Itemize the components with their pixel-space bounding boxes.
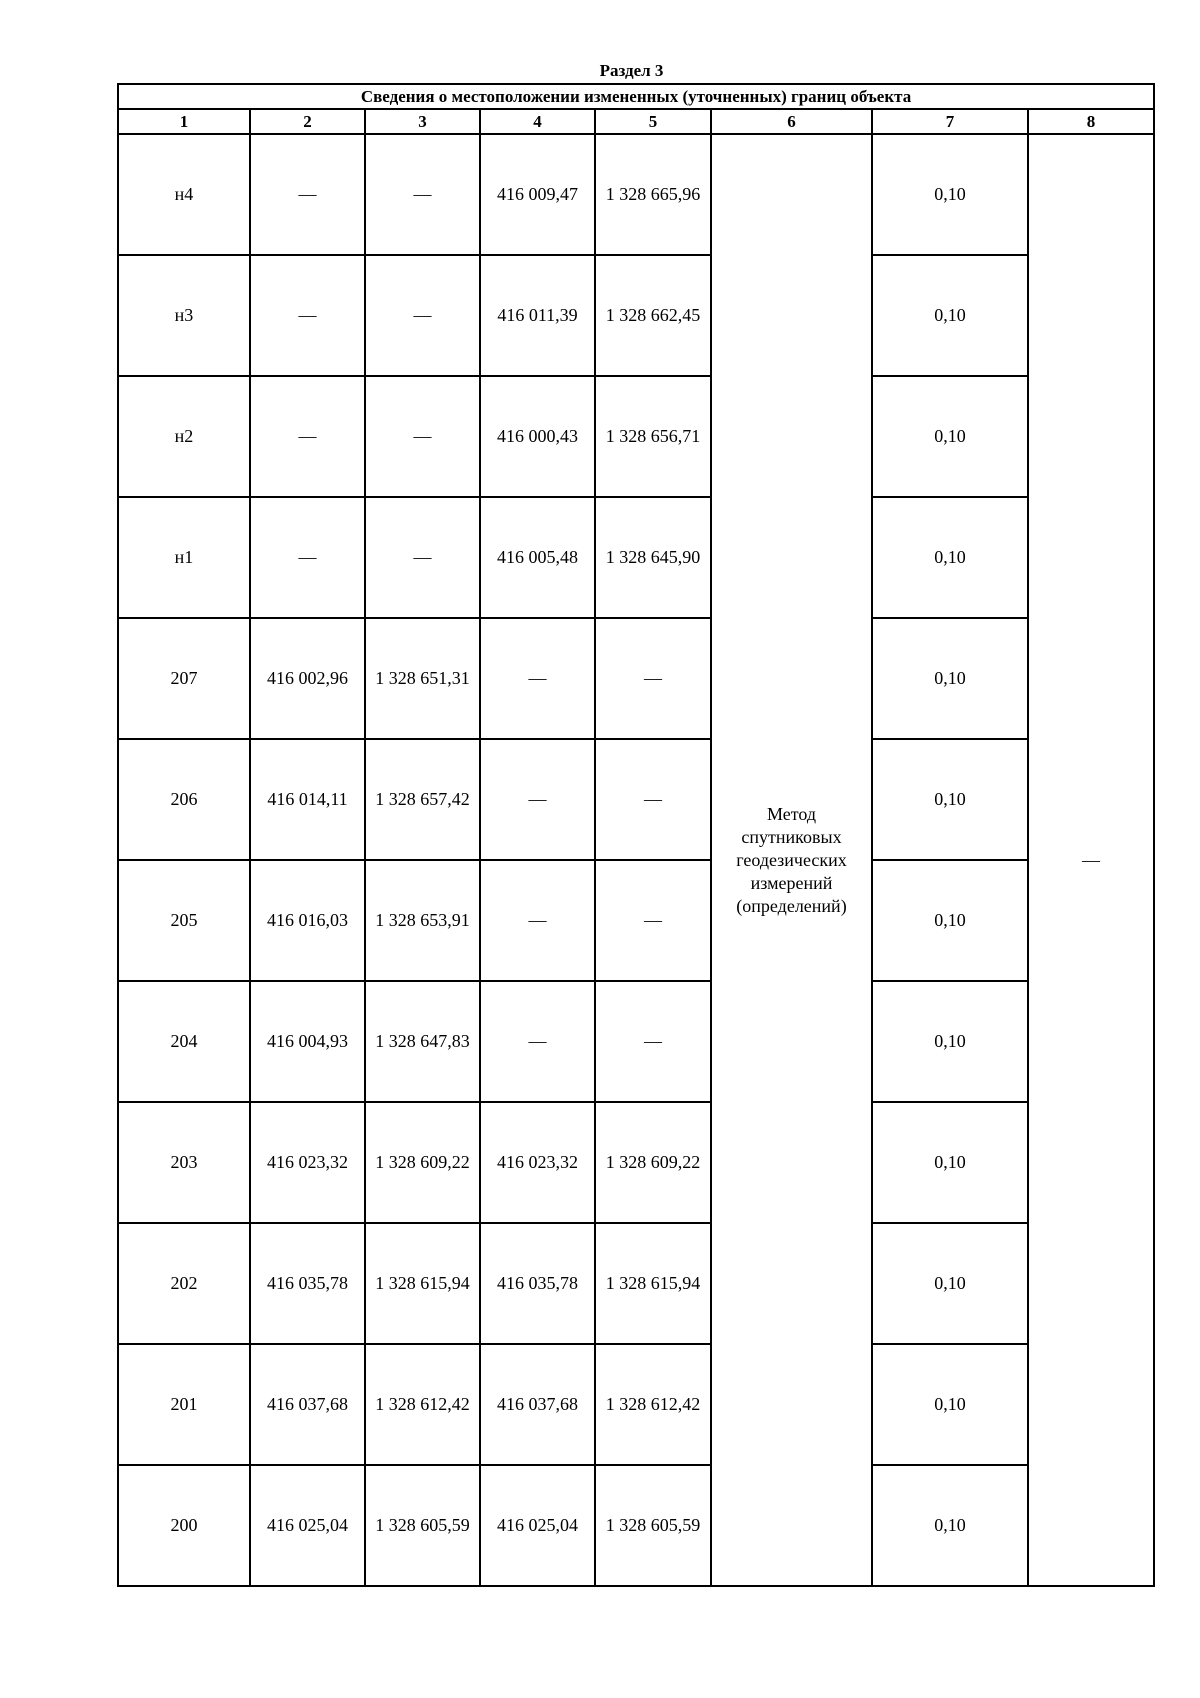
x-updated-cell: — — [480, 739, 595, 860]
x-existing-cell: 416 014,11 — [250, 739, 365, 860]
y-existing-cell: 1 328 609,22 — [365, 1102, 480, 1223]
table-row — [118, 134, 1154, 255]
y-updated-cell: 1 328 605,59 — [595, 1465, 711, 1586]
point-number-cell: 202 — [118, 1223, 250, 1344]
accuracy-cell: 0,10 — [872, 981, 1028, 1102]
x-existing-cell: 416 016,03 — [250, 860, 365, 981]
column-number: 4 — [480, 109, 595, 134]
point-number-cell: 201 — [118, 1344, 250, 1465]
y-existing-cell: 1 328 651,31 — [365, 618, 480, 739]
y-existing-cell: 1 328 612,42 — [365, 1344, 480, 1465]
column-number: 1 — [118, 109, 250, 134]
accuracy-cell: 0,10 — [872, 1102, 1028, 1223]
y-updated-cell: — — [595, 981, 711, 1102]
x-updated-cell: — — [480, 981, 595, 1102]
x-updated-cell: 416 037,68 — [480, 1344, 595, 1465]
table-row — [118, 376, 1154, 497]
y-updated-cell: — — [595, 860, 711, 981]
table-row — [118, 860, 1154, 981]
accuracy-cell: 0,10 — [872, 497, 1028, 618]
x-updated-cell: 416 035,78 — [480, 1223, 595, 1344]
table-caption: Сведения о местоположении измененных (уточненных) границ объекта — [118, 84, 1154, 109]
accuracy-cell: 0,10 — [872, 618, 1028, 739]
x-existing-cell: — — [250, 497, 365, 618]
column-number-row — [118, 109, 1154, 134]
accuracy-cell: 0,10 — [872, 1465, 1028, 1586]
y-existing-cell: 1 328 615,94 — [365, 1223, 480, 1344]
x-existing-cell: — — [250, 134, 365, 255]
x-existing-cell: — — [250, 376, 365, 497]
x-existing-cell: 416 023,32 — [250, 1102, 365, 1223]
column-number: 2 — [250, 109, 365, 134]
table-row — [118, 1344, 1154, 1465]
point-number-cell: н3 — [118, 255, 250, 376]
y-updated-cell: 1 328 645,90 — [595, 497, 711, 618]
y-existing-cell: 1 328 647,83 — [365, 981, 480, 1102]
x-existing-cell: 416 037,68 — [250, 1344, 365, 1465]
x-updated-cell: 416 011,39 — [480, 255, 595, 376]
y-updated-cell: 1 328 612,42 — [595, 1344, 711, 1465]
x-updated-cell: 416 025,04 — [480, 1465, 595, 1586]
y-updated-cell: 1 328 662,45 — [595, 255, 711, 376]
column8-cell: — — [1028, 134, 1154, 1586]
point-number-cell: 200 — [118, 1465, 250, 1586]
x-updated-cell: 416 000,43 — [480, 376, 595, 497]
section-title: Раздел 3 — [599, 61, 664, 80]
column-number: 3 — [365, 109, 480, 134]
x-updated-cell: — — [480, 860, 595, 981]
column-number: 5 — [595, 109, 711, 134]
column-number: 6 — [711, 109, 872, 134]
y-updated-cell: 1 328 609,22 — [595, 1102, 711, 1223]
x-existing-cell: 416 035,78 — [250, 1223, 365, 1344]
method-line: измерений — [750, 872, 833, 893]
point-number-cell: н2 — [118, 376, 250, 497]
y-existing-cell: — — [365, 255, 480, 376]
table-row — [118, 1223, 1154, 1344]
accuracy-cell: 0,10 — [872, 1344, 1028, 1465]
y-existing-cell: — — [365, 376, 480, 497]
column-number: 7 — [872, 109, 1028, 134]
accuracy-cell: 0,10 — [872, 376, 1028, 497]
point-number-cell: 207 — [118, 618, 250, 739]
x-existing-cell: 416 004,93 — [250, 981, 365, 1102]
table-row — [118, 255, 1154, 376]
method-line: (определений) — [736, 895, 847, 916]
accuracy-cell: 0,10 — [872, 1223, 1028, 1344]
point-number-cell: 203 — [118, 1102, 250, 1223]
y-updated-cell: 1 328 615,94 — [595, 1223, 711, 1344]
y-existing-cell: — — [365, 497, 480, 618]
method-cell — [711, 134, 872, 1586]
x-updated-cell: 416 005,48 — [480, 497, 595, 618]
table-row — [118, 1102, 1154, 1223]
boundary-coordinates-table — [117, 83, 1155, 1587]
point-number-cell: н4 — [118, 134, 250, 255]
column-number: 8 — [1028, 109, 1154, 134]
table-row — [118, 981, 1154, 1102]
table-row — [118, 1465, 1154, 1586]
accuracy-cell: 0,10 — [872, 860, 1028, 981]
point-number-cell: 205 — [118, 860, 250, 981]
x-existing-cell: 416 025,04 — [250, 1465, 365, 1586]
point-number-cell: 206 — [118, 739, 250, 860]
y-existing-cell: — — [365, 134, 480, 255]
y-updated-cell: — — [595, 618, 711, 739]
y-updated-cell: — — [595, 739, 711, 860]
y-updated-cell: 1 328 656,71 — [595, 376, 711, 497]
x-updated-cell: 416 009,47 — [480, 134, 595, 255]
point-number-cell: 204 — [118, 981, 250, 1102]
x-existing-cell: 416 002,96 — [250, 618, 365, 739]
point-number-cell: н1 — [118, 497, 250, 618]
table-row — [118, 497, 1154, 618]
accuracy-cell: 0,10 — [872, 739, 1028, 860]
method-line: спутниковых — [741, 826, 842, 847]
x-updated-cell: — — [480, 618, 595, 739]
x-existing-cell: — — [250, 255, 365, 376]
y-existing-cell: 1 328 653,91 — [365, 860, 480, 981]
table-row — [118, 618, 1154, 739]
method-line: геодезических — [736, 849, 847, 870]
method-line: Метод — [766, 803, 817, 824]
x-updated-cell: 416 023,32 — [480, 1102, 595, 1223]
y-existing-cell: 1 328 605,59 — [365, 1465, 480, 1586]
y-updated-cell: 1 328 665,96 — [595, 134, 711, 255]
y-existing-cell: 1 328 657,42 — [365, 739, 480, 860]
accuracy-cell: 0,10 — [872, 134, 1028, 255]
accuracy-cell: 0,10 — [872, 255, 1028, 376]
table-row — [118, 739, 1154, 860]
